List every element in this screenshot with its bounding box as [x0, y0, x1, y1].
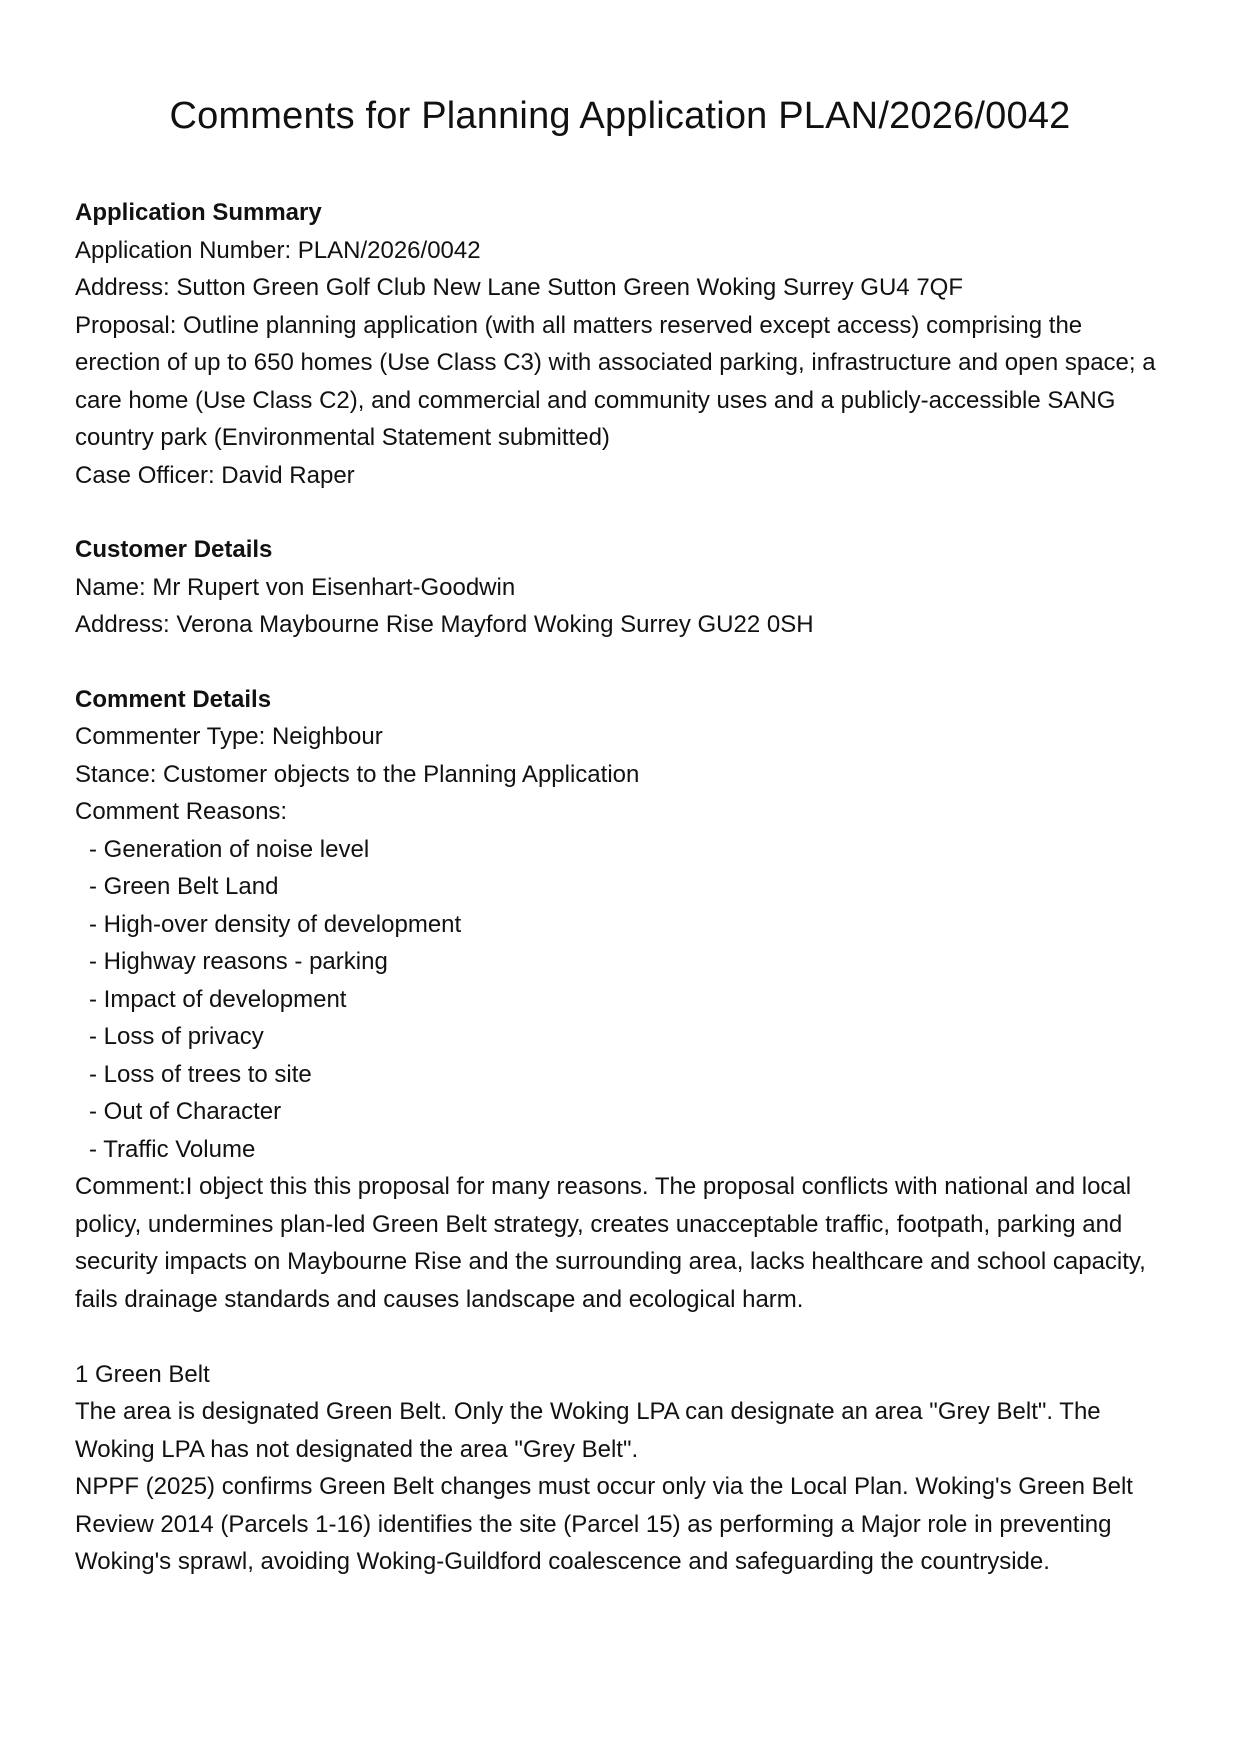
application-address: Address: Sutton Green Golf Club New Lane Sutton Green Woking Surrey GU4 7QF: [75, 274, 963, 301]
page-title: Comments for Planning Application PLAN/2026/0042: [169, 95, 1071, 137]
customer-name: Name: Mr Rupert von Eisenhart-Goodwin: [75, 573, 516, 601]
application-number: Application Number: PLAN/2026/0042: [75, 236, 481, 264]
comment-reason-item: - Green Belt Land: [89, 873, 279, 900]
commenter-type: Commenter Type: Neighbour: [75, 723, 383, 750]
application-proposal: Proposal: Outline planning application (with all matters reserved except access) comprising the erection of up to 650 homes (Use Class C3) with associated parking, infrastructure and open space; a care home (Use Class C2), and commercial and community uses and a publicly-accessible SANG country park (Environmental Statement submitted): [75, 311, 1156, 451]
comment-reason-item: - Loss of privacy: [89, 1023, 264, 1050]
paragraph-gap: [75, 1318, 1165, 1356]
green-belt-heading: 1 Green Belt: [75, 1360, 210, 1388]
comment-reason-item: - Out of Character: [89, 1098, 282, 1125]
stance: Stance: Customer objects to the Planning Application: [75, 760, 640, 788]
customer-details-section: [75, 531, 1165, 644]
comment-reason-item: - Traffic Volume: [89, 1135, 256, 1163]
comment-reason-item: - Highway reasons - parking: [89, 948, 388, 975]
green-belt-paragraph-1: The area is designated Green Belt. Only the Woking LPA can designate an area "Grey Belt". The Woking LPA has not designated the area "Grey Belt".: [75, 1398, 1101, 1463]
customer-details-heading: Customer Details: [75, 536, 273, 563]
comment-text: Comment:I object this this proposal for many reasons. The proposal conflicts with national and local policy, undermines plan-led Green Belt strategy, creates unacceptable traffic, footpath, parking and security impacts on Maybourne Rise and the surrounding area, lacks healthcare and school capacity, fails drainage standards and causes landscape and ecological harm.: [75, 1173, 1146, 1313]
comment-reason-item: - Impact of development: [89, 985, 347, 1013]
comment-reasons-list: [75, 831, 1165, 1169]
comment-reason-item: - Loss of trees to site: [89, 1060, 312, 1088]
case-officer: Case Officer: David Raper: [75, 461, 355, 489]
comment-details-heading: Comment Details: [75, 685, 272, 713]
application-summary-heading: Application Summary: [75, 199, 322, 226]
customer-address: Address: Verona Maybourne Rise Mayford Woking Surrey GU22 0SH: [75, 611, 814, 638]
comment-reason-item: - Generation of noise level: [89, 835, 370, 863]
comment-details-section: [75, 681, 1165, 1581]
comment-reason-item: - High-over density of development: [89, 910, 462, 938]
application-summary-section: [75, 194, 1165, 494]
comment-reasons-label: Comment Reasons:: [75, 798, 288, 825]
green-belt-paragraph-2: NPPF (2025) confirms Green Belt changes must occur only via the Local Plan. Woking's Green Belt Review 2014 (Parcels 1-16) identifies the site (Parcel 15) as performing a Major role in preventing Woking's sprawl, avoiding Woking-Guildford coalescence and safeguarding the countryside.: [75, 1473, 1133, 1575]
